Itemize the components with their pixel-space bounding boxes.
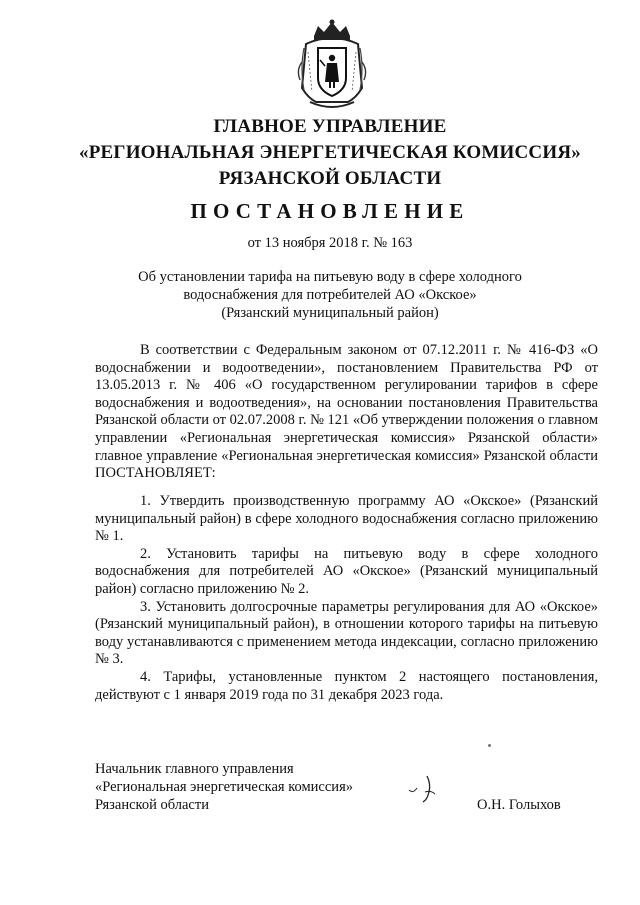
resolution-item-4: 4. Тарифы, установленные пунктом 2 настоящего постановления, действуют с 1 января 2019 года по 31 декабря 2023 года. — [95, 668, 598, 703]
resolution-items — [95, 493, 598, 704]
signatory-title — [95, 760, 353, 814]
preamble-paragraph: В соответствии с Федеральным законом от 07.12.2011 г. № 416-ФЗ «О водоснабжении и водоотведении», постановлением Правительства РФ от 13.05.2013 г. № 406 «О государственном регулировании тарифов в сфере водоснабжения и водоотведения», на основании постановления Правительства Рязанской области от 02.07.2008 г. № 121 «Об утверждении положения о главном управлении «Региональная энергетическая комиссия» Рязанской области» главное управление «Региональная энергетическая комиссия» Рязанской области ПОСТАНОВЛЯЕТ: — [95, 342, 598, 482]
org-name-line-2: «РЕГИОНАЛЬНАЯ ЭНЕРГЕТИЧЕСКАЯ КОМИССИЯ» — [79, 142, 581, 163]
handwritten-signature — [405, 770, 445, 806]
signatory-title-line-1: Начальник главного управления — [95, 761, 294, 777]
signatory-name: О.Н. Голыхов — [477, 797, 561, 813]
coat-of-arms-icon — [296, 18, 368, 110]
document-date-number: от 13 ноября 2018 г. № 163 — [247, 235, 413, 251]
resolution-item-3: 3. Установить долгосрочные параметры регулирования для АО «Окское» (Рязанский муниципальный район), в отношении которого тарифы на питьевую воду устанавливаются с применением метода индексации, согласно приложению № 3. — [95, 598, 598, 668]
subject-line-2: водоснабжения для потребителей АО «Окское» — [183, 287, 477, 303]
signatory-title-line-3: Рязанской области — [95, 797, 209, 813]
document-type-title: ПОСТАНОВЛЕНИЕ — [190, 199, 470, 223]
resolution-item-2: 2. Установить тарифы на питьевую воду в сфере холодного водоснабжения для потребителей АО «Окское» (Рязанский муниципальный район) согласно приложению № 2. — [95, 545, 598, 597]
signatory-title-line-2: «Региональная энергетическая комиссия» — [95, 779, 353, 795]
subject-line-1: Об установлении тарифа на питьевую воду в сфере холодного — [138, 269, 522, 285]
scan-speck — [488, 744, 491, 747]
subject-line-3: (Рязанский муниципальный район) — [221, 305, 439, 321]
resolution-item-1: 1. Утвердить производственную программу АО «Окское» (Рязанский муниципальный район) в сфере холодного водоснабжения согласно приложению № 1. — [95, 493, 598, 545]
org-name-line-1: ГЛАВНОЕ УПРАВЛЕНИЕ — [213, 116, 447, 137]
org-name-line-3: РЯЗАНСКОЙ ОБЛАСТИ — [218, 168, 442, 189]
document-subject — [80, 268, 580, 322]
